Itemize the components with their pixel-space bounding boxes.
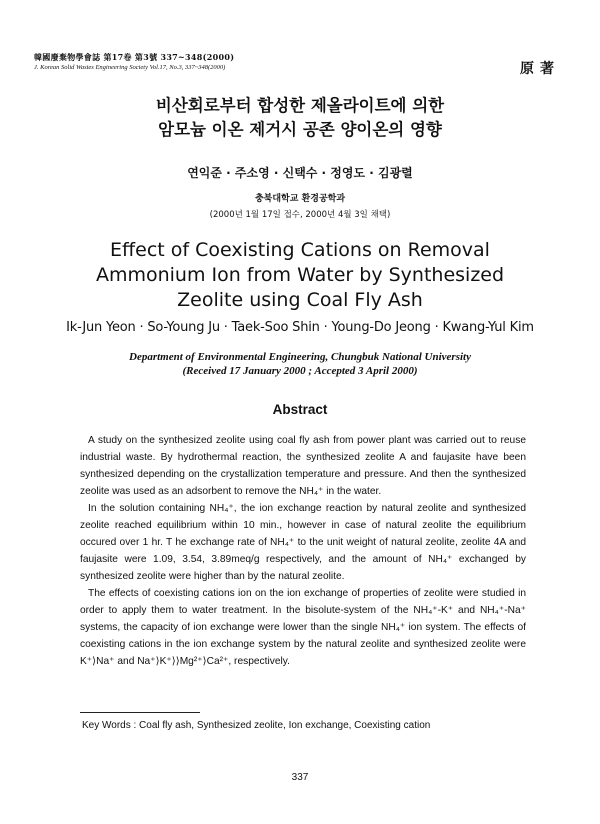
title-korean-line: 비산회로부터 합성한 제올라이트에 의한: [155, 96, 445, 115]
abstract-paragraph: The effects of coexisting cations ion on the ion exchange of properties of zeolite were studied in order to apply them to water treatment. In the bisolute-system of the NH₄⁺-K⁺ and NH₄⁺-Na⁺ systems, the capacity of ion exchange were lower than the single NH₄⁺ ion system. The effects of coexisting cations in the ion exchange system by the natural zeolite and synthesized zeolite were K⁺⟩Na⁺ and Na⁺⟩K⁺⟩⟩Mg²⁺⟩Ca²⁺, respectively.: [80, 588, 526, 667]
page-number: 337: [291, 772, 309, 783]
authors-korean: 연익준 · 주소영 · 신택수 · 정영도 · 김광렬: [187, 166, 413, 180]
received-accepted-dates: (Received 17 January 2000 ; Accepted 3 April 2000): [182, 365, 418, 377]
abstract-paragraph: A study on the synthesized zeolite using coal fly ash from power plant was carried out to reuse industrial waste. By hydrothermal reaction, the synthesized zeolite A and faujasite have been synthesized depending on the crystallization temperature and pressure. And then the synthesized zeolite was used as an adsorbent to remove the NH₄⁺ in the water.: [80, 435, 526, 497]
journal-header: [34, 52, 394, 71]
title-english-line: Zeolite using Coal Fly Ash: [177, 289, 423, 311]
affiliation-korean: 충북대학교 환경공학과: [254, 194, 346, 204]
journal-name-english: J. Korean Solid Wastes Engineering Society Vol.17, No.3, 337~348(2000): [34, 64, 226, 71]
title-korean: [0, 94, 600, 142]
affiliation-english-block: [0, 350, 600, 378]
abstract-heading: Abstract: [272, 402, 328, 417]
keywords: Key Words : Coal fly ash, Synthesized zeolite, Ion exchange, Coexisting cation: [82, 720, 431, 731]
title-korean-line: 암모늄 이온 제거시 공존 양이온의 영향: [158, 120, 442, 139]
abstract-body: [80, 432, 526, 670]
abstract-paragraph: In the solution containing NH₄⁺, the ion exchange reaction by natural zeolite and synthesized zeolite reached equilibrium within 10 min., however in case of natural zeolite the equilibrium occured over 1 hr. T he exchange rate of NH₄⁺ to the unit weight of natural zeolite, zeolite 4A and faujasite were 1.09, 3.54, 3.89meq/g respectively, and the amount of NH₄⁺ exchanged by synthesized zeolite were higher than by the natural zeolite.: [80, 503, 526, 582]
authors-english: Ik-Jun Yeon · So-Young Ju · Taek-Soo Shin · Young-Do Jeong · Kwang-Yul Kim: [66, 320, 534, 335]
title-english-line: Ammonium Ion from Water by Synthesized: [95, 264, 505, 286]
title-english: [0, 238, 600, 313]
article-type-label: 原著: [520, 61, 560, 77]
title-english-line: Effect of Coexisting Cations on Removal: [110, 239, 490, 261]
affiliation-english: Department of Environmental Engineering, Chungbuk National University: [129, 351, 471, 363]
dates-korean: (2000년 1월 17일 접수, 2000년 4월 3일 채택): [209, 210, 391, 220]
journal-name-korean: 韓國廢棄物學會誌 第17卷 第3號 337~348(2000): [34, 52, 235, 62]
keywords-divider: [80, 712, 200, 713]
